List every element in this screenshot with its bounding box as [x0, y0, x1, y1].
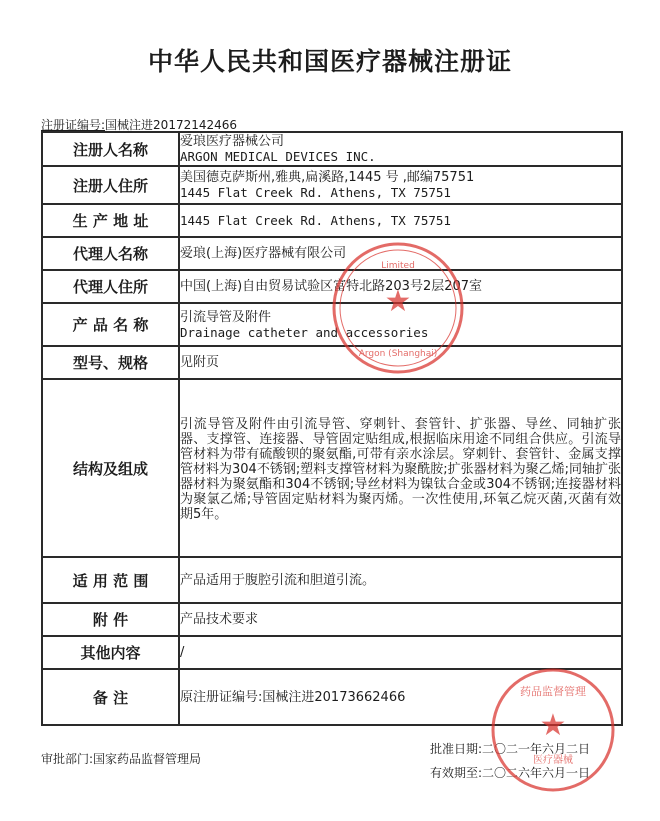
svg-text:Argon (Shanghai): Argon (Shanghai): [358, 349, 438, 359]
approval-authority: [41, 750, 201, 767]
authority-value: 国家药品监督管理局: [93, 752, 202, 766]
certificate-title: 中华人民共和国医疗器械注册证: [147, 47, 512, 76]
product-name-en: Drainage catheter and accessories: [180, 324, 429, 340]
svg-text:★: ★: [384, 284, 412, 319]
certificate-table: [41, 131, 623, 726]
value-production-address: [179, 204, 622, 237]
label-remarks: 备 注: [42, 669, 179, 725]
label-registrant-name: 注册人名称: [42, 132, 179, 166]
value-attachment: 产品技术要求: [179, 603, 622, 636]
label-agent-address: 代理人住所: [42, 270, 179, 303]
row-structure-composition: [42, 379, 622, 557]
label-registrant-address: 注册人住所: [42, 166, 179, 204]
label-attachment: 附 件: [42, 603, 179, 636]
validity-date: [430, 764, 590, 781]
approval-date-label: 批准日期:: [430, 742, 483, 756]
label-model-spec: 型号、规格: [42, 346, 179, 379]
row-other-content: [42, 636, 622, 669]
product-name-cn: 引流导管及附件: [180, 309, 272, 325]
label-other-content: 其他内容: [42, 636, 179, 669]
row-agent-address: [42, 270, 622, 303]
row-registrant-name: [42, 132, 622, 166]
value-registrant-name: [179, 132, 622, 166]
svg-text:Limited: Limited: [381, 261, 415, 271]
row-product-name: [42, 303, 622, 346]
label-product-name: 产 品 名 称: [42, 303, 179, 346]
value-structure-composition: [179, 379, 622, 557]
label-structure-composition: 结构及组成: [42, 379, 179, 557]
row-registrant-address: [42, 166, 622, 204]
svg-text:★: ★: [539, 708, 567, 743]
row-attachment: [42, 603, 622, 636]
registration-number-label: 注册证编号:: [41, 118, 106, 132]
row-model-spec: [42, 346, 622, 379]
value-product-name: [179, 303, 622, 346]
row-agent-name: [42, 237, 622, 270]
label-agent-name: 代理人名称: [42, 237, 179, 270]
validity-date-value: 二〇二六年六月一日: [482, 766, 591, 780]
registration-number-value: 国械注进20172142466: [105, 118, 238, 132]
row-remarks: [42, 669, 622, 725]
label-scope-of-application: 适 用 范 围: [42, 557, 179, 603]
svg-text:药品监督管理: 药品监督管理: [520, 685, 586, 698]
label-production-address: 生 产 地 址: [42, 204, 179, 237]
registrant-name-cn: 爱琅医疗器械公司: [180, 134, 285, 149]
structure-composition-text: 引流导管及附件由引流导管、穿刺针、套管针、扩张器、导丝、同轴扩张器、支撑管、连接器、导管固定贴组成,根据临床用途不同组合供应。引流导管材料为带有硫酸钡的聚氨酯,可带有亲水涂层。穿刺针、套管针、金属支撑管材料为304不锈钢;塑料支撑管材料为聚酰胺;扩张器材料为聚乙烯;同轴扩张器材料为聚氨酯和304不锈钢;导丝材料为镍钛合金或304不锈钢;连接器材料为聚氯乙烯;导管固定贴材料为聚丙烯。一次性使用,环氧乙烷灭菌,灭菌有效期5年。: [180, 416, 621, 522]
value-other-content: /: [179, 636, 622, 669]
value-registrant-address: [179, 166, 622, 204]
authority-label: 审批部门:: [41, 752, 94, 766]
value-agent-address: 中国(上海)自由贸易试验区富特北路203号2层207室: [179, 270, 622, 303]
value-model-spec: 见附页: [179, 346, 622, 379]
approval-date-value: 二〇二一年六月二日: [482, 742, 591, 756]
svg-text:医疗器械: 医疗器械: [533, 755, 573, 766]
row-scope-of-application: [42, 557, 622, 603]
value-agent-name: 爱琅(上海)医疗器械有限公司: [179, 237, 622, 270]
validity-date-label: 有效期至:: [430, 766, 483, 780]
row-production-address: [42, 204, 622, 237]
production-address-text: 1445 Flat Creek Rd. Athens, TX 75751: [180, 213, 451, 228]
registrant-address-cn: 美国德克萨斯州,雅典,扁溪路,1445 号 ,邮编75751: [180, 170, 475, 185]
approval-date: [430, 740, 590, 757]
registrant-address-en: 1445 Flat Creek Rd. Athens, TX 75751: [180, 185, 451, 200]
value-remarks: 原注册证编号:国械注进20173662466: [179, 669, 622, 725]
registrant-name-en: ARGON MEDICAL DEVICES INC.: [180, 149, 376, 164]
value-scope-of-application: 产品适用于腹腔引流和胆道引流。: [179, 557, 622, 603]
